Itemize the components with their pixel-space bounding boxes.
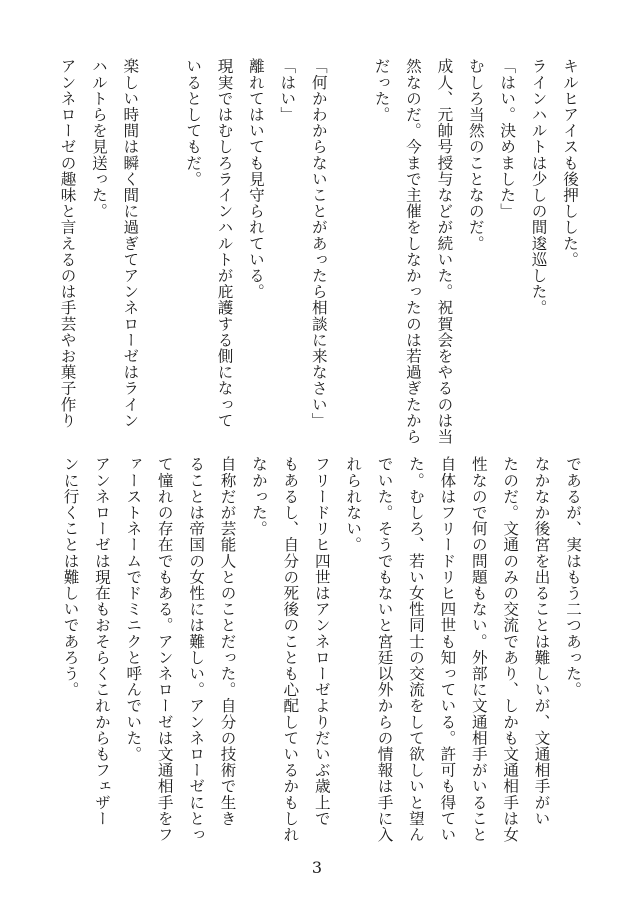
text-line: ることは帝国の女性には難しい。アンネローゼにとっ (187, 456, 206, 843)
text-line: て憧れの存在でもある。アンネローゼは文通相手をフ (155, 456, 174, 843)
text-line: 「はい。決めました」 (498, 58, 517, 219)
text-line: たのだ。文通のみの交流であり、しかも文通相手は女 (501, 456, 520, 843)
text-line: 「何かわからないことがあったら相談に来なさい」 (309, 58, 328, 429)
text-line: 現実ではむしろラインハルトが庇護する側になって (215, 58, 234, 429)
text-line: むしろ当然のことなのだ。 (466, 58, 485, 252)
text-line: 然なのだ。今まで主催をしなかったのは若過ぎたから (403, 58, 422, 445)
text-line: なかなか後宮を出ることは難しいが、文通相手がい (532, 456, 551, 827)
text-line: キルヒアイスも後押しした。 (561, 58, 579, 268)
text-line (334, 58, 365, 438)
text-line: 成人、元帥号授与などが続いた。祝賀会をやるのは当 (435, 58, 454, 445)
text-line: なかった。 (249, 456, 268, 537)
text-line: もあるし、自分の死後のことも心配しているかもしれ (281, 456, 300, 843)
text-line: ラインハルトは少しの間逡巡した。 (529, 58, 548, 316)
text-line: ハルトらを見送った。 (89, 58, 108, 219)
text-line (145, 58, 176, 438)
text-line: アンネローゼは現在もおそらくこれからもフェザー (92, 456, 111, 827)
text-line: であるが、実はもう二つあった。 (564, 456, 582, 698)
text-line: ンに行くことは難しいであろう。 (61, 456, 80, 698)
text-line: 自称だが芸能人とのことだった。自分の技術で生き (218, 456, 237, 827)
text-line: 性なので何の問題もない。外部に文通相手がいること (469, 456, 488, 843)
text-line: だった。 (372, 58, 391, 123)
text-line: 「はい」 (278, 58, 297, 123)
page-number: 3 (311, 858, 323, 877)
text-line: アンネローゼの趣味と言えるのは手芸やお菓子作り (58, 58, 77, 429)
text-line: れられない。 (344, 456, 363, 553)
text-line: いるとしてもだ。 (184, 58, 203, 187)
text-line: フリードリヒ四世はアンネローゼよりだいぶ歳上で (312, 456, 331, 827)
lower-text-block (54, 456, 588, 843)
text-line: 離れてはいても見守られている。 (246, 58, 265, 300)
text-line: 自体はフリードリヒ四世も知っている。許可も得てい (438, 456, 457, 843)
text-line: た。むしろ、若い女性同士の交流をして欲しいと望ん (406, 456, 425, 843)
upper-text-block (51, 58, 585, 445)
text-line: 楽しい時間は瞬く間に過ぎてアンネローゼはライン (121, 58, 140, 429)
text-line: ァーストネームでドミニクと呼んでいた。 (124, 456, 143, 762)
text-line: でいた。そうでもないと宮廷以外からの情報は手に入 (375, 456, 394, 843)
